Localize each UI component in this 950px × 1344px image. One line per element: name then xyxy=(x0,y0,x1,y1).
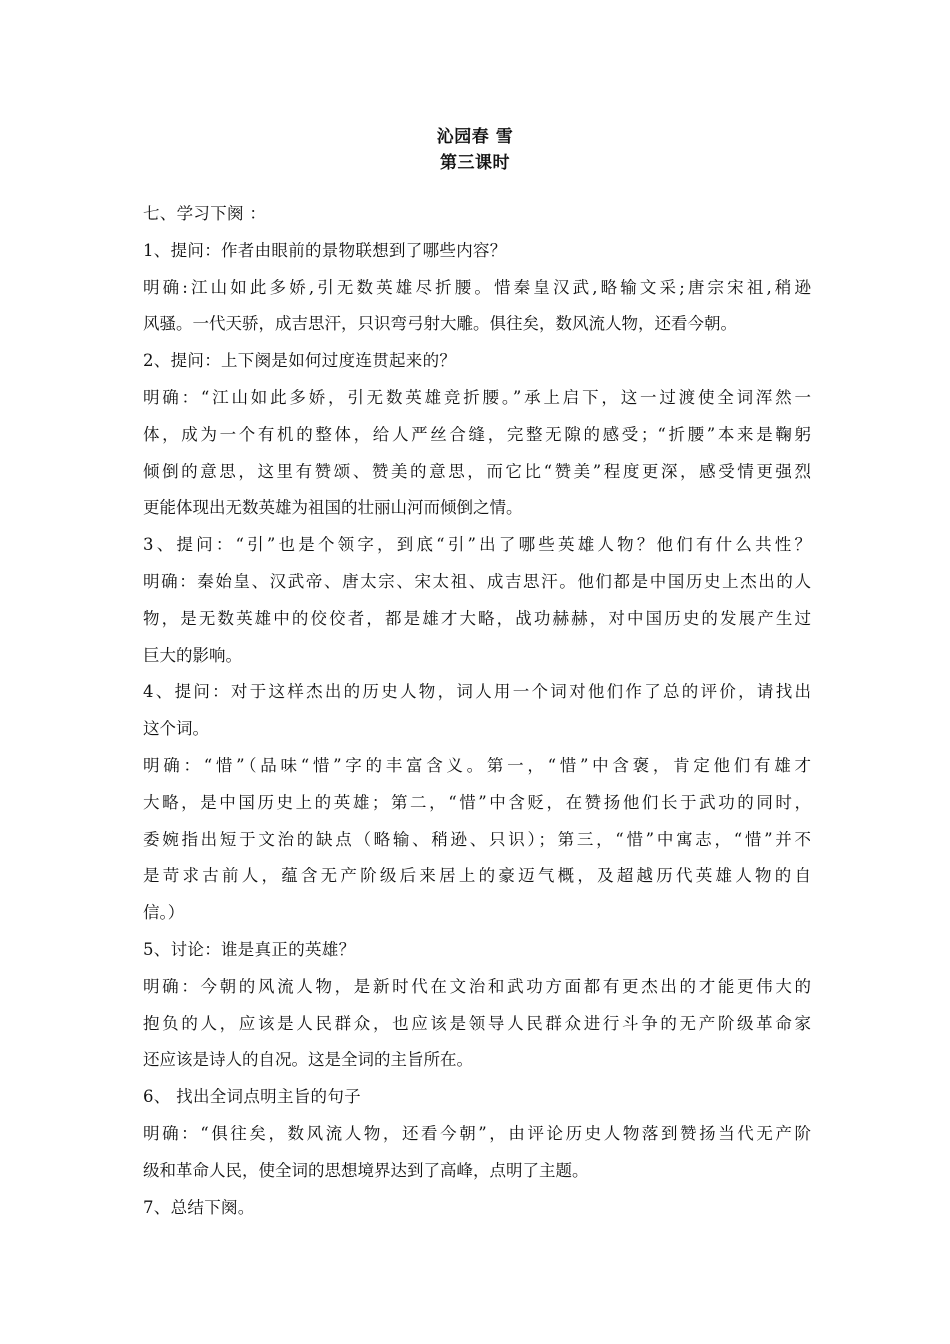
paragraph-line: 物，是无数英雄中的佼佼者，都是雄才大略，战功赫赫，对中国历史的发展产生过 xyxy=(143,608,811,628)
paragraph-line: 信。） xyxy=(143,903,185,923)
paragraph-line: 明确：秦始皇、汉武帝、唐太宗、宋太祖、成吉思汗。他们都是中国历史上杰出的人 xyxy=(143,571,811,591)
title-block xyxy=(0,124,950,176)
paragraph-line: 风骚。一代天骄，成吉思汗，只识弯弓射大雕。俱往矣，数风流人物，还看今朝。 xyxy=(143,314,737,334)
section-heading-line: 6、 找出全词点明主旨的句子 xyxy=(143,1087,361,1107)
paragraph-line: 明确：“俱往矣，数风流人物，还看今朝”，由评论历史人物落到赞扬当代无产阶 xyxy=(143,1123,811,1143)
paragraph-line: 还应该是诗人的自况。这是全词的主旨所在。 xyxy=(143,1050,473,1070)
section-heading-line: 2、提问：上下阕是如何过度连贯起来的？ xyxy=(143,351,457,371)
document-body xyxy=(143,196,811,1226)
section-heading-line: 1、提问：作者由眼前的景物联想到了哪些内容？ xyxy=(143,240,507,260)
paragraph-line: 大略，是中国历史上的英雄；第二，“惜”中含贬，在赞扬他们长于武功的同时， xyxy=(143,792,811,812)
document-subtitle: 第三课时 xyxy=(440,153,510,173)
paragraph-line: 委婉指出短于文治的缺点（略输、稍逊、只识）；第三，“惜”中寓志，“惜”并不 xyxy=(143,829,811,849)
paragraph-line: 抱负的人，应该是人民群众，也应该是领导人民群众进行斗争的无产阶级革命家 xyxy=(143,1013,811,1033)
paragraph-line: 倾倒的意思，这里有赞颂、赞美的意思，而它比“赞美”程度更深，感受情更强烈 xyxy=(143,461,811,481)
paragraph-line: 巨大的影响。 xyxy=(143,645,242,665)
paragraph-line: 3、提问：“引”也是个领字，到底“引”出了哪些英雄人物？他们有什么共性？ xyxy=(143,535,811,555)
paragraph-line: 明确：今朝的风流人物，是新时代在文治和武功方面都有更杰出的才能更伟大的 xyxy=(143,976,811,996)
paragraph-line: 体，成为一个有机的整体，给人严丝合缝，完整无隙的感受；“折腰”本来是鞠躬 xyxy=(143,424,811,444)
paragraph-line: 明确：“江山如此多娇，引无数英雄竞折腰。”承上启下，这一过渡使全词浑然一 xyxy=(143,387,811,407)
paragraph-line: 这个词。 xyxy=(143,719,209,739)
paragraph-line: 级和革命人民，使全词的思想境界达到了高峰，点明了主题。 xyxy=(143,1160,589,1180)
paragraph-line: 明确:江山如此多娇,引无数英雄尽折腰。惜秦皇汉武,略输文采;唐宗宋祖,稍逊 xyxy=(143,277,811,297)
document-title: 沁园春 雪 xyxy=(436,127,514,147)
section-heading-line: 七、学习下阕 ： xyxy=(143,204,267,223)
paragraph-line: 更能体现出无数英雄为祖国的壮丽山河而倾倒之情。 xyxy=(143,498,523,518)
section-heading-line: 7、总结下阕。 xyxy=(143,1197,255,1217)
section-heading-line: 5、讨论：谁是真正的英雄？ xyxy=(143,939,356,959)
paragraph-line: 是苛求古前人，蕴含无产阶级后来居上的豪迈气概，及超越历代英雄人物的自 xyxy=(143,866,811,886)
paragraph-line: 明确：“惜”（品味“惜”字的丰富含义。第一，“惜”中含褒，肯定他们有雄才 xyxy=(143,755,811,775)
paragraph-line: 4、提问：对于这样杰出的历史人物，词人用一个词对他们作了总的评价，请找出 xyxy=(143,682,811,702)
